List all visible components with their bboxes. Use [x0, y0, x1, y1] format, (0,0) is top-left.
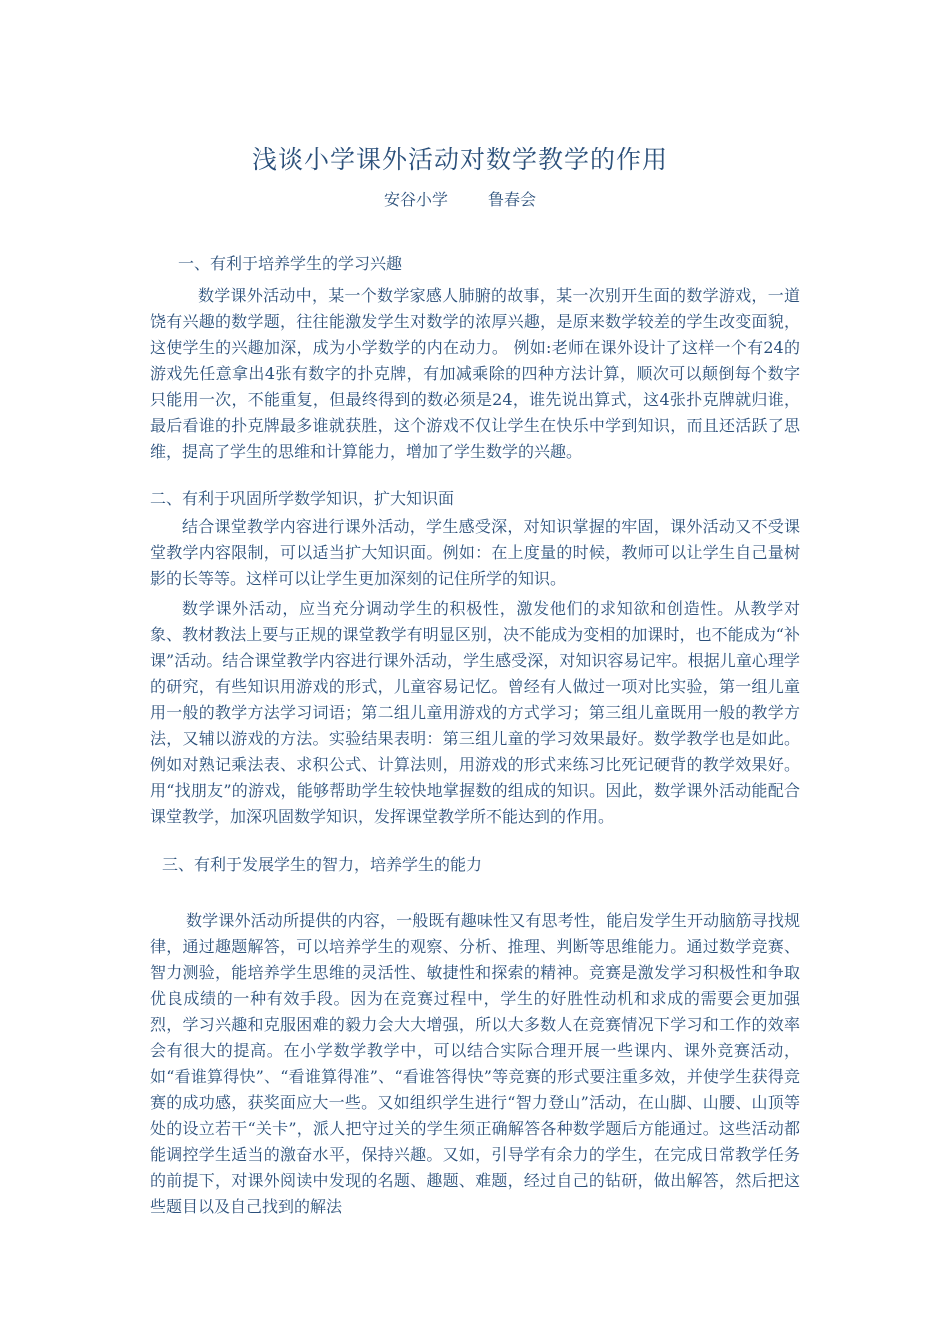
section-heading-2: 二、有利于巩固所学数学知识，扩大知识面: [150, 489, 455, 508]
section-heading-3: 三、有利于发展学生的智力，培养学生的能力: [162, 855, 483, 874]
document-title: 浅谈小学课外活动对数学教学的作用: [251, 145, 668, 174]
author-name: 鲁春会: [488, 190, 537, 209]
section-2-paragraph-2: 数学课外活动，应当充分调动学生的积极性，激发他们的求知欲和创造性。从教学对象、教材教法上要与正规的课堂教学有明显区别，决不能成为变相的加课时，也不能成为“补课”活动。结合课堂教学内容进行课外活动，学生感受深，对知识容易记牢。根据儿童心理学的研究，有些知识用游戏的形式，儿童容易记忆。曾经有人做过一项对比实验，第一组儿童用一般的教学方法学习词语；第二组儿童用游戏的方式学习；第三组儿童既用一般的教学方法，又辅以游戏的方法。实验结果表明：第三组儿童的学习效果最好。数学教学也是如此。例如对熟记乘法表、求积公式、计算法则，用游戏的形式来练习比死记硬背的教学效果好。用“找朋友”的游戏，能够帮助学生较快地掌握数的组成的知识。因此，数学课外活动能配合课堂教学，加深巩固数学知识，发挥课堂教学所不能达到的作用。: [150, 599, 800, 826]
section-2-paragraph-1: 结合课堂教学内容进行课外活动，学生感受深，对知识掌握的牢固，课外活动又不受课堂教学内容限制，可以适当扩大知识面。例如：在上度量的时候，教师可以让学生自己量树影的长等等。这样可以让学生更加深刻的记住所学的知识。: [150, 517, 800, 588]
section-1-paragraph-1: 数学课外活动中，某一个数学家感人肺腑的故事，某一次别开生面的数学游戏，一道饶有兴趣的数学题，往往能激发学生对数学的浓厚兴趣，是原来数学较差的学生改变面貌，这使学生的兴趣加深，成为小学数学的内在动力。 例如:老师在课外设计了这样一个有24的游戏先任意拿出4张有数字的扑克牌，有加减乘除的四种方法计算，顺次可以颠倒每个数字只能用一次，不能重复，但最终得到的数必须是24，谁先说出算式，这4张扑克牌就归谁，最后看谁的扑克牌最多谁就获胜，这个游戏不仅让学生在快乐中学到知识，而且还活跃了思维，提高了学生的思维和计算能力，增加了学生数学的兴趣。: [150, 286, 800, 461]
section-3-paragraph-1: 数学课外活动所提供的内容，一般既有趣味性又有思考性，能启发学生开动脑筋寻找规律，通过趣题解答，可以培养学生的观察、分析、推理、判断等思维能力。通过数学竞赛、智力测验，能培养学生思维的灵活性、敏捷性和探索的精神。竞赛是激发学习积极性和争取优良成绩的一种有效手段。因为在竞赛过程中，学生的好胜性动机和求成的需要会更加强烈，学习兴趣和克服困难的毅力会大大增强，所以大多数人在竞赛情况下学习和工作的效率会有很大的提高。在小学数学教学中，可以结合实际合理开展一些课内、课外竞赛活动，如“看谁算得快”、“看谁算得准”、“看谁答得快”等竞赛的形式要注重多效，并使学生获得竞赛的成功感，获奖面应大一些。又如组织学生进行“智力登山”活动，在山脚、山腰、山顶等处的设立若干“关卡”，派人把守过关的学生须正确解答各种数学题后方能通过。这些活动都能调控学生适当的激奋水平，保持兴趣。又如，引导学有余力的学生，在完成日常教学任务的前提下，对课外阅读中发现的名题、趣题、难题，经过自己的钻研，做出解答，然后把这些题目以及自己找到的解法: [150, 911, 800, 1216]
school-name: 安谷小学: [383, 190, 448, 209]
section-heading-1: 一、有利于培养学生的学习兴趣: [178, 254, 403, 273]
byline: [0, 187, 920, 210]
